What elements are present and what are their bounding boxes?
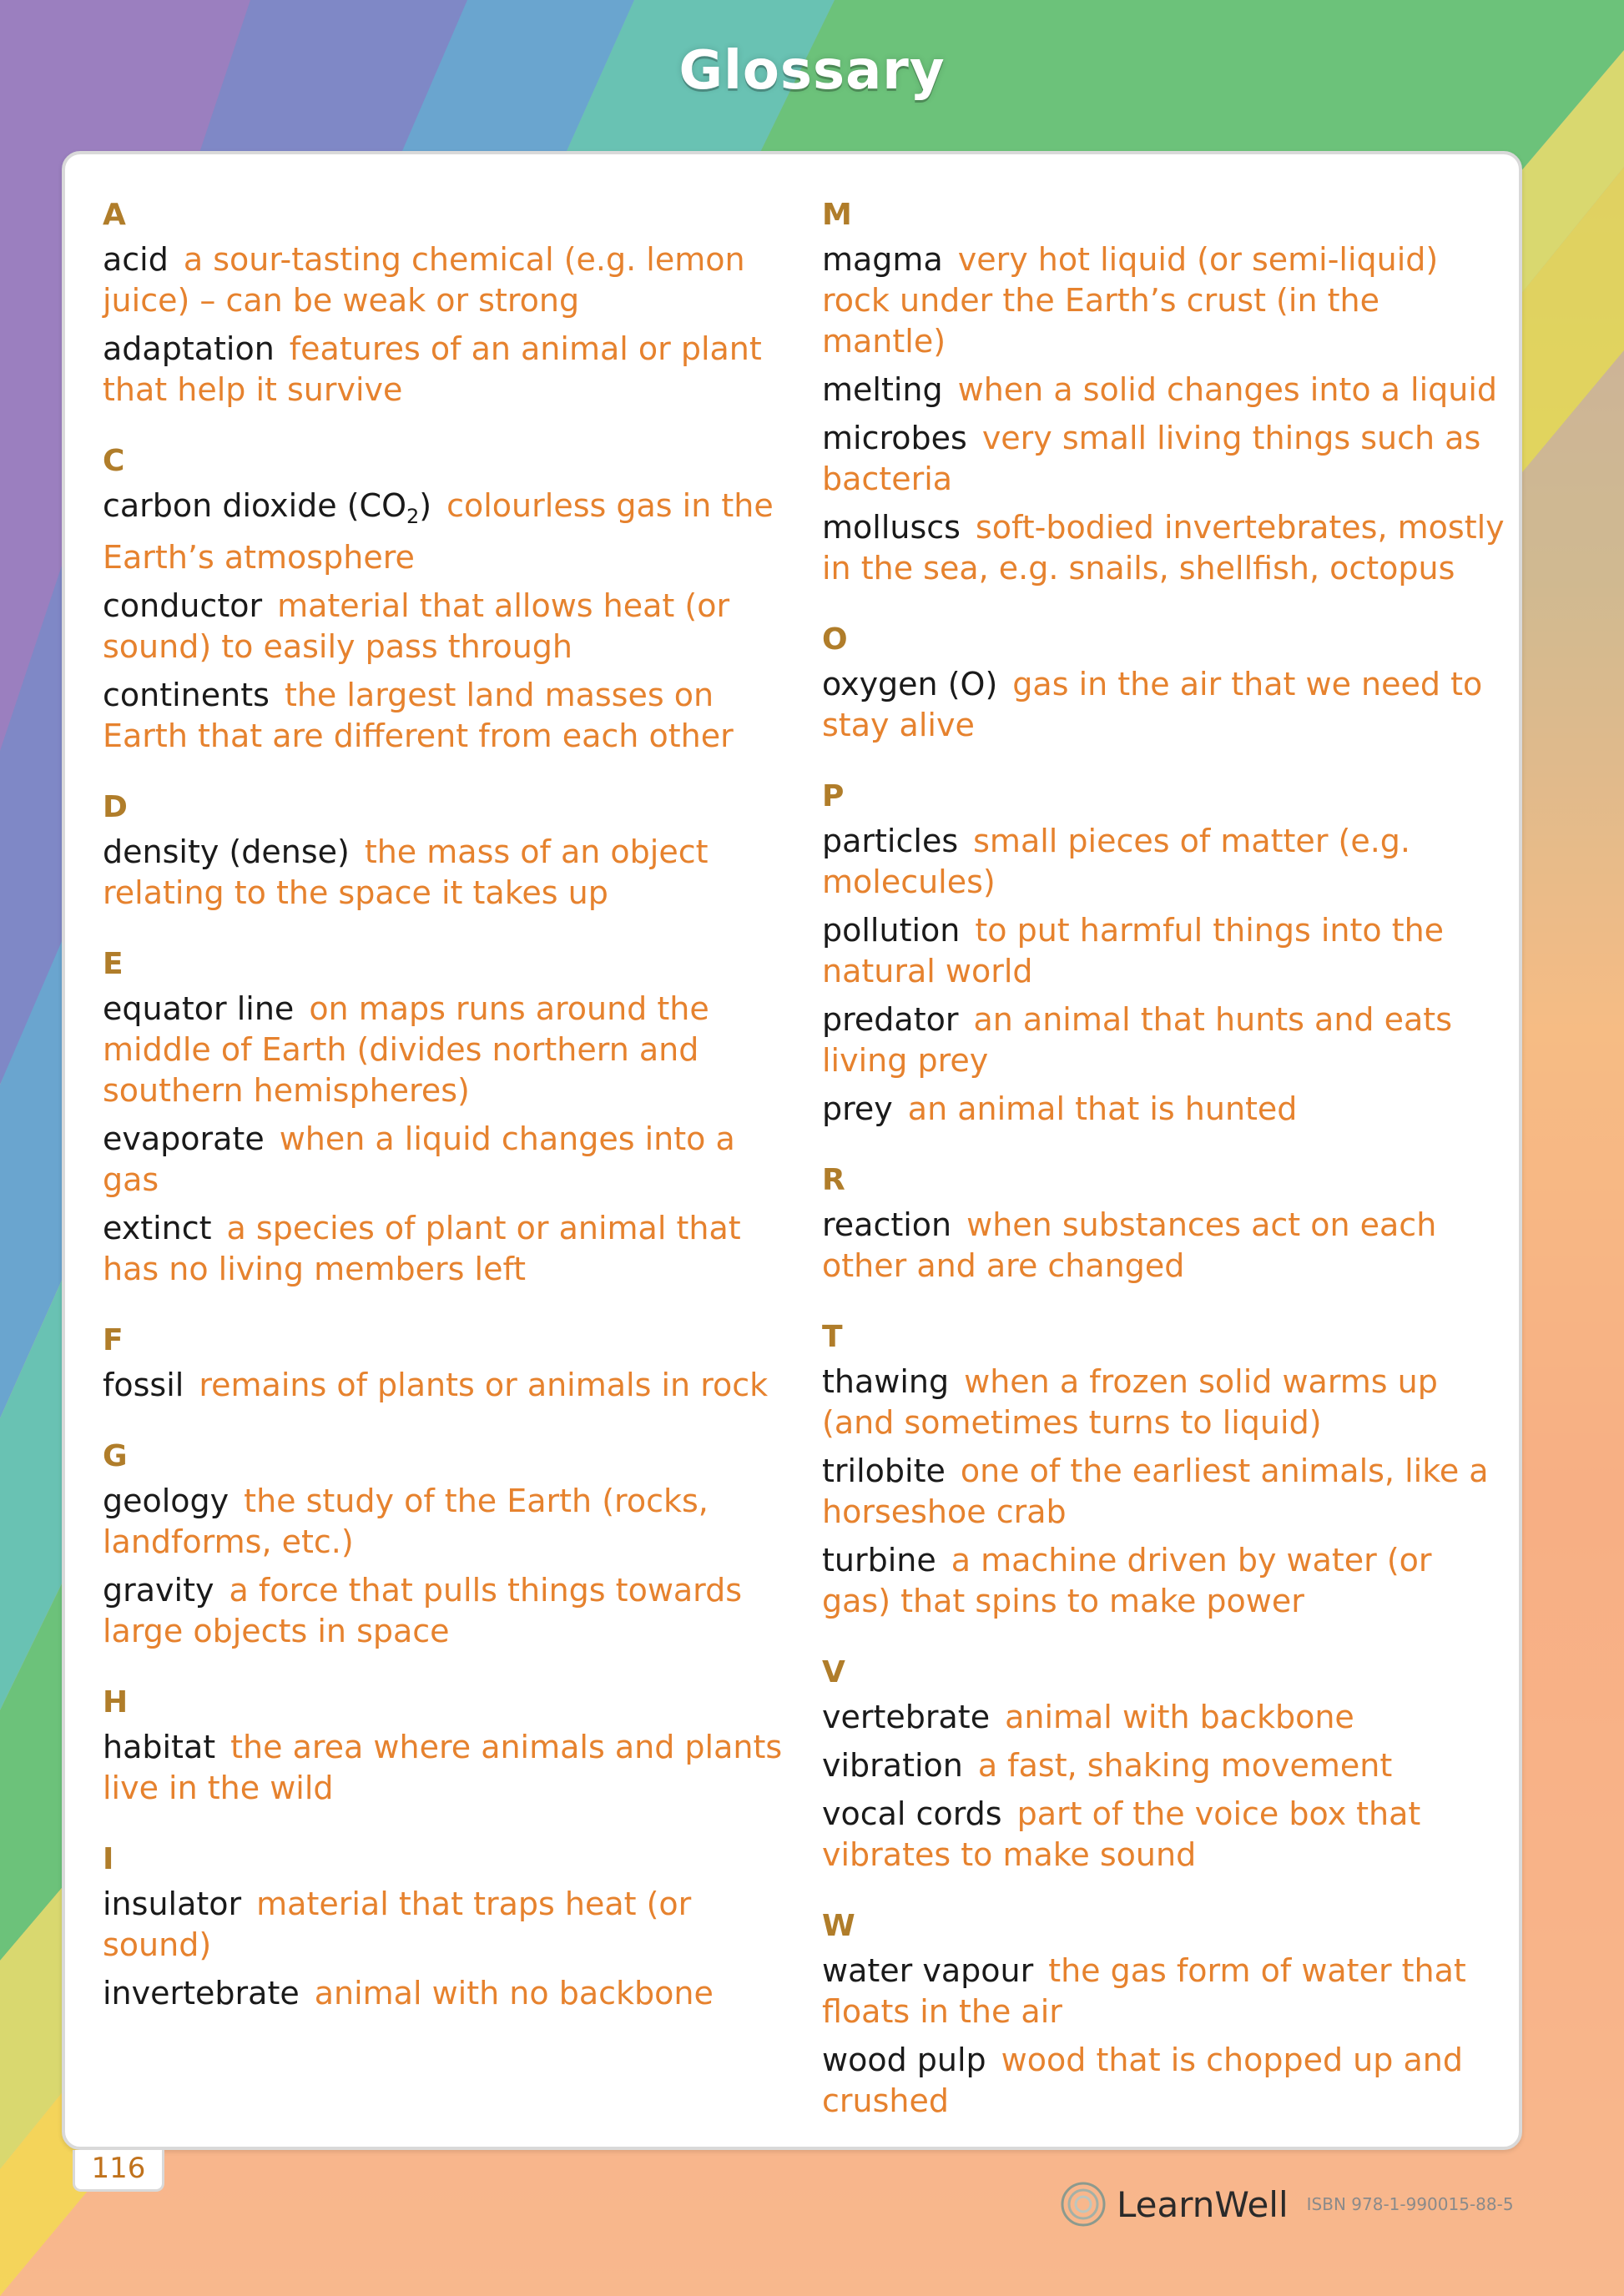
glossary-entry bbox=[822, 1951, 1506, 2032]
glossary-term bbox=[822, 2042, 986, 2078]
glossary-term bbox=[103, 587, 262, 624]
term-text: reaction bbox=[822, 1206, 952, 1243]
glossary-section-v bbox=[822, 1654, 1506, 1876]
isbn: ISBN 978-1-990015-88-5 bbox=[1306, 2194, 1514, 2214]
term-text: continents bbox=[103, 677, 270, 713]
glossary-card bbox=[62, 151, 1522, 2150]
glossary-section-m bbox=[822, 196, 1506, 589]
glossary-entry bbox=[822, 370, 1506, 410]
term-text: extinct bbox=[103, 1210, 212, 1246]
glossary-entry bbox=[822, 1794, 1506, 1876]
brand-name: LearnWell bbox=[1117, 2183, 1289, 2225]
glossary-entry bbox=[822, 239, 1506, 362]
glossary-entry bbox=[103, 989, 787, 1111]
term-text: vocal cords bbox=[822, 1795, 1002, 1832]
section-letter: I bbox=[103, 1842, 114, 1876]
glossary-entry bbox=[103, 832, 787, 914]
glossary-definition: animal with backbone bbox=[1005, 1699, 1354, 1735]
page-number: 116 bbox=[73, 2150, 164, 2192]
glossary-definition: features of an animal or plant that help it survive bbox=[103, 330, 762, 408]
glossary-term bbox=[822, 1090, 893, 1127]
glossary-definition: the area where animals and plants live in the wild bbox=[103, 1729, 783, 1806]
glossary-entry bbox=[103, 1570, 787, 1652]
glossary-entry bbox=[822, 507, 1506, 589]
glossary-entry bbox=[822, 1089, 1506, 1130]
glossary-entry bbox=[822, 1697, 1506, 1738]
section-letter: A bbox=[103, 198, 126, 232]
glossary-definition: when a liquid changes into a gas bbox=[103, 1120, 735, 1198]
section-letter: P bbox=[822, 779, 845, 813]
section-letter: W bbox=[822, 1909, 855, 1943]
glossary-entry bbox=[822, 999, 1506, 1081]
glossary-entry bbox=[822, 1745, 1506, 1786]
glossary-definition: soft-bodied invertebrates, mostly in the sea, e.g. snails, shellfish, octopus bbox=[822, 509, 1505, 587]
term-suffix: ) bbox=[419, 487, 432, 524]
glossary-entry bbox=[103, 1727, 787, 1809]
glossary-definition: when a frozen solid warms up (and sometimes turns to liquid) bbox=[822, 1363, 1438, 1441]
term-text: water vapour bbox=[822, 1952, 1034, 1989]
glossary-definition: material that allows heat (or sound) to easily pass through bbox=[103, 587, 730, 665]
glossary-definition: an animal that is hunted bbox=[907, 1090, 1298, 1127]
glossary-term bbox=[822, 1001, 958, 1038]
glossary-definition: material that traps heat (or sound) bbox=[103, 1886, 692, 1963]
glossary-term bbox=[103, 677, 270, 713]
glossary-section-f bbox=[103, 1322, 787, 1406]
glossary-entry bbox=[103, 1973, 787, 2014]
term-text: turbine bbox=[822, 1542, 936, 1578]
glossary-definition: colourless gas in the Earth’s atmosphere bbox=[103, 487, 774, 576]
glossary-definition: the gas form of water that floats in the air bbox=[822, 1952, 1466, 2030]
glossary-entry bbox=[822, 664, 1506, 746]
glossary-definition: very hot liquid (or semi-liquid) rock under the Earth’s crust (in the mantle) bbox=[822, 241, 1439, 360]
term-subscript: 2 bbox=[406, 505, 420, 528]
glossary-entry bbox=[103, 1884, 787, 1966]
glossary-term bbox=[822, 823, 958, 859]
glossary-definition: the largest land masses on Earth that are different from each other bbox=[103, 677, 734, 754]
term-text: thawing bbox=[822, 1363, 950, 1400]
term-text: adaptation bbox=[103, 330, 275, 367]
glossary-definition: a species of plant or animal that has no living members left bbox=[103, 1210, 741, 1287]
term-text: prey bbox=[822, 1090, 893, 1127]
glossary-section-d bbox=[103, 788, 787, 914]
term-text: equator line bbox=[103, 990, 295, 1027]
term-text: fossil bbox=[103, 1367, 184, 1403]
glossary-entry bbox=[822, 2040, 1506, 2122]
term-text: trilobite bbox=[822, 1453, 946, 1489]
learnwell-logo-icon bbox=[1060, 2181, 1107, 2228]
glossary-section-a bbox=[103, 196, 787, 410]
glossary-term bbox=[822, 1542, 936, 1578]
glossary-term bbox=[103, 241, 169, 278]
glossary-definition: a fast, shaking movement bbox=[977, 1747, 1393, 1784]
glossary-entry bbox=[103, 239, 787, 321]
term-text: magma bbox=[822, 241, 943, 278]
glossary-entry bbox=[822, 1540, 1506, 1622]
glossary-entry bbox=[822, 1451, 1506, 1533]
glossary-section-h bbox=[103, 1684, 787, 1809]
section-letter: C bbox=[103, 444, 125, 478]
section-letter: M bbox=[822, 198, 852, 232]
glossary-entry bbox=[103, 675, 787, 757]
glossary-term bbox=[103, 1886, 241, 1922]
term-text: insulator bbox=[103, 1886, 242, 1922]
glossary-definition: remains of plants or animals in rock bbox=[199, 1367, 769, 1403]
term-text: invertebrate bbox=[103, 1975, 300, 2012]
glossary-definition: one of the earliest animals, like a horseshoe crab bbox=[822, 1453, 1489, 1530]
section-letter: R bbox=[822, 1163, 845, 1197]
glossary-definition: to put harmful things into the natural world bbox=[822, 912, 1445, 989]
glossary-definition: small pieces of matter (e.g. molecules) bbox=[822, 823, 1410, 900]
term-text: density (dense) bbox=[103, 833, 350, 870]
glossary-term bbox=[822, 1795, 1002, 1832]
glossary-section-e bbox=[103, 945, 787, 1290]
glossary-entry bbox=[103, 329, 787, 410]
term-text: predator bbox=[822, 1001, 959, 1038]
glossary-term bbox=[103, 330, 275, 367]
glossary-definition: the mass of an object relating to the space it takes up bbox=[103, 833, 709, 911]
term-text: vibration bbox=[822, 1747, 963, 1784]
glossary-definition: animal with no backbone bbox=[314, 1975, 714, 2012]
glossary-term bbox=[822, 1363, 949, 1400]
term-text: conductor bbox=[103, 587, 263, 624]
glossary-section-c bbox=[103, 442, 787, 757]
glossary-definition: on maps runs around the middle of Earth (divides northern and southern hemispheres) bbox=[103, 990, 709, 1109]
glossary-entry bbox=[822, 418, 1506, 500]
glossary-entry bbox=[103, 1481, 787, 1563]
term-text: pollution bbox=[822, 912, 961, 949]
glossary-section-r bbox=[822, 1161, 1506, 1286]
glossary-term bbox=[103, 487, 432, 528]
glossary-entry bbox=[103, 586, 787, 667]
glossary-entry bbox=[822, 910, 1506, 992]
glossary-term bbox=[103, 990, 294, 1027]
glossary-term bbox=[822, 1699, 990, 1735]
glossary-term bbox=[103, 1210, 212, 1246]
section-letter: E bbox=[103, 947, 124, 981]
section-letter: G bbox=[103, 1439, 128, 1473]
glossary-definition: a force that pulls things towards large objects in space bbox=[103, 1572, 743, 1649]
publisher-brand bbox=[1060, 2179, 1514, 2229]
glossary-entry bbox=[103, 1365, 787, 1406]
section-letter: D bbox=[103, 790, 128, 824]
section-letter: T bbox=[822, 1320, 843, 1354]
glossary-entry bbox=[822, 821, 1506, 903]
glossary-definition: very small living things such as bacteria bbox=[822, 420, 1481, 497]
glossary-entry bbox=[822, 1205, 1506, 1286]
glossary-entry bbox=[103, 1119, 787, 1201]
section-letter: V bbox=[822, 1655, 845, 1689]
glossary-term bbox=[822, 1453, 946, 1489]
glossary-section-t bbox=[822, 1318, 1506, 1622]
term-text: geology bbox=[103, 1483, 229, 1519]
term-text: melting bbox=[822, 371, 943, 408]
glossary-term bbox=[103, 1367, 184, 1403]
glossary-term bbox=[103, 1729, 215, 1765]
term-text: habitat bbox=[103, 1729, 216, 1765]
glossary-section-o bbox=[822, 621, 1506, 746]
glossary-definition: part of the voice box that vibrates to make sound bbox=[822, 1795, 1421, 1873]
glossary-term bbox=[822, 666, 997, 702]
glossary-term bbox=[103, 1572, 214, 1609]
glossary-section-i bbox=[103, 1840, 787, 2014]
glossary-column-left bbox=[103, 196, 787, 2046]
glossary-section-w bbox=[822, 1907, 1506, 2122]
glossary-term bbox=[822, 509, 961, 546]
glossary-definition: wood that is chopped up and crushed bbox=[822, 2042, 1463, 2119]
term-text: oxygen (O) bbox=[822, 666, 998, 702]
term-text: gravity bbox=[103, 1572, 214, 1609]
term-text: evaporate bbox=[103, 1120, 265, 1157]
glossary-definition: when substances act on each other and are changed bbox=[822, 1206, 1437, 1284]
glossary-term bbox=[822, 1747, 963, 1784]
glossary-term bbox=[103, 1120, 265, 1157]
glossary-definition: the study of the Earth (rocks, landforms, etc.) bbox=[103, 1483, 709, 1560]
glossary-definition: a sour-tasting chemical (e.g. lemon juice) – can be weak or strong bbox=[103, 241, 745, 319]
section-letter: F bbox=[103, 1323, 124, 1357]
term-text: vertebrate bbox=[822, 1699, 991, 1735]
glossary-term bbox=[103, 1975, 300, 2012]
glossary-entry bbox=[822, 1362, 1506, 1443]
glossary-term bbox=[103, 1483, 229, 1519]
section-letter: H bbox=[103, 1685, 129, 1719]
glossary-term bbox=[822, 241, 943, 278]
term-text: microbes bbox=[822, 420, 967, 456]
glossary-section-g bbox=[103, 1438, 787, 1652]
glossary-term bbox=[103, 833, 350, 870]
glossary-entry bbox=[103, 486, 787, 578]
term-text: molluscs bbox=[822, 509, 961, 546]
glossary-definition: an animal that hunts and eats living prey bbox=[822, 1001, 1452, 1079]
glossary-column-right bbox=[822, 196, 1506, 2153]
glossary-term bbox=[822, 912, 960, 949]
glossary-term bbox=[822, 420, 967, 456]
glossary-term bbox=[822, 371, 943, 408]
page-title: Glossary bbox=[678, 40, 946, 102]
glossary-definition: gas in the air that we need to stay alive bbox=[822, 666, 1483, 743]
glossary-entry bbox=[103, 1208, 787, 1290]
glossary-term bbox=[822, 1206, 951, 1243]
section-letter: O bbox=[822, 622, 848, 657]
glossary-definition: a machine driven by water (or gas) that spins to make power bbox=[822, 1542, 1432, 1619]
term-text: carbon dioxide (CO bbox=[103, 487, 406, 524]
glossary-section-p bbox=[822, 778, 1506, 1130]
glossary-term bbox=[822, 1952, 1033, 1989]
glossary-definition: when a solid changes into a liquid bbox=[957, 371, 1498, 408]
term-text: acid bbox=[103, 241, 169, 278]
term-text: particles bbox=[822, 823, 959, 859]
term-text: wood pulp bbox=[822, 2042, 986, 2078]
